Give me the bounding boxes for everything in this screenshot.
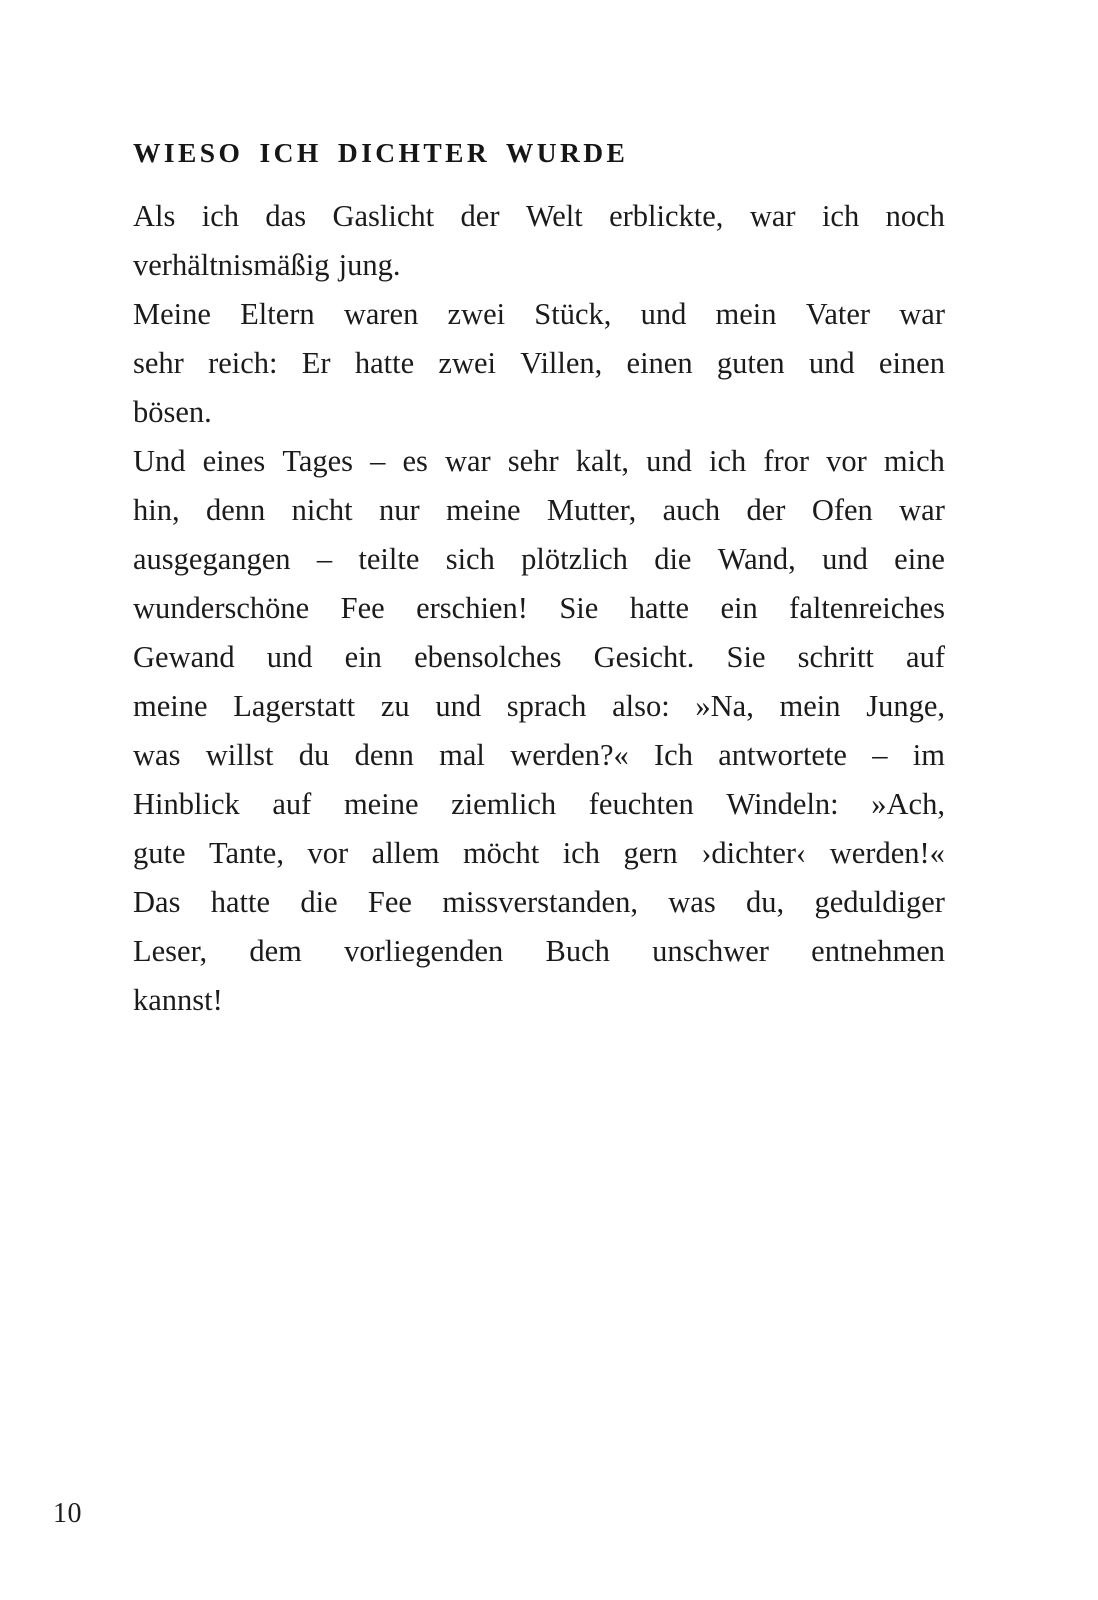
word: missverstanden, [442, 885, 638, 919]
word: Als [133, 199, 176, 233]
word: willst [205, 738, 274, 772]
word: eines [202, 444, 266, 478]
word: ziemlich [451, 787, 557, 821]
word: »Ach, [871, 787, 945, 821]
word: auf [906, 640, 945, 674]
word: was [668, 885, 716, 919]
word: erblickte, [609, 199, 724, 233]
text-line [133, 192, 945, 241]
word: waren [343, 297, 419, 331]
paragraph [133, 437, 945, 1025]
word: Eltern [240, 297, 315, 331]
text-line [133, 339, 945, 388]
word: Welt [525, 199, 583, 233]
word: Meine [133, 297, 211, 331]
word: vor [826, 444, 867, 478]
word: hatte [210, 885, 271, 919]
word: Gewand [133, 640, 235, 674]
word: Er [301, 346, 331, 380]
word: meine [133, 689, 208, 723]
word: mal [439, 738, 485, 772]
text-line [133, 976, 945, 1025]
word: vor [307, 836, 349, 870]
word: – [872, 738, 888, 772]
word: Wand, [717, 542, 796, 576]
word: ich [708, 444, 747, 478]
word: guten [716, 346, 785, 380]
word: denn [205, 493, 266, 527]
word: mich [883, 444, 945, 478]
word: dem [249, 934, 302, 968]
word: Gaslicht [332, 199, 435, 233]
page-number: 10 [53, 1498, 82, 1529]
word: Mutter, [546, 493, 637, 527]
paragraph [133, 290, 945, 437]
text-line [133, 927, 945, 976]
word: war [899, 297, 945, 331]
word: was [133, 738, 181, 772]
word: Und [133, 444, 186, 478]
word: auch [662, 493, 721, 527]
word: sehr [507, 444, 559, 478]
word: war [749, 199, 796, 233]
word: du [298, 738, 330, 772]
word: du, [746, 885, 785, 919]
word: und [646, 444, 692, 478]
word: ich [201, 199, 240, 233]
word: eine [894, 542, 945, 576]
word: der [460, 199, 500, 233]
word: das [265, 199, 307, 233]
text-line [133, 535, 945, 584]
word: noch [885, 199, 945, 233]
word: bösen. [133, 395, 212, 429]
word: war [444, 444, 491, 478]
word: Gesicht. [593, 640, 695, 674]
word: sehr [133, 346, 184, 380]
word: Stück, [534, 297, 612, 331]
word: geduldiger [814, 885, 945, 919]
word: und [435, 689, 482, 723]
word: vorliegenden [344, 934, 504, 968]
word: einen [626, 346, 693, 380]
word: und [266, 640, 313, 674]
text-line [133, 731, 945, 780]
text-line [133, 584, 945, 633]
word: ein [720, 591, 758, 625]
word: fror [763, 444, 810, 478]
word: möcht [462, 836, 540, 870]
word: und [808, 346, 855, 380]
word: sich [445, 542, 495, 576]
chapter-heading: WIESO ICH DICHTER WURDE [133, 137, 629, 169]
word: Ofen [811, 493, 873, 527]
word: wunderschöne [133, 591, 310, 625]
word: ›dichter‹ [701, 836, 807, 870]
word: entnehmen [811, 934, 945, 968]
paragraph [133, 192, 945, 290]
text-line [133, 290, 945, 339]
word: schritt [797, 640, 874, 674]
word: mein [715, 297, 777, 331]
word: Buch [545, 934, 610, 968]
word: teilte [358, 542, 420, 576]
word: ausgegangen [133, 542, 291, 576]
word: allem [371, 836, 440, 870]
text-line [133, 486, 945, 535]
word: faltenreiches [789, 591, 945, 625]
word: verhältnismäßig [133, 248, 330, 282]
body-text-column [133, 192, 945, 1025]
word: ein [344, 640, 382, 674]
word: Fee [340, 591, 385, 625]
word: ich [562, 836, 600, 870]
word: reich: [208, 346, 278, 380]
word: kannst! [133, 983, 223, 1017]
word: – [370, 444, 386, 478]
text-line [133, 437, 945, 486]
word: kalt, [575, 444, 630, 478]
word: meine [445, 493, 521, 527]
word: also: [612, 689, 670, 723]
word: Vater [805, 297, 871, 331]
word: antwortete [718, 738, 847, 772]
word: Tante, [209, 836, 284, 870]
word: nur [378, 493, 420, 527]
word: und [640, 297, 687, 331]
word: es [402, 444, 428, 478]
word: Sie [559, 591, 599, 625]
word: nicht [291, 493, 353, 527]
word: plötzlich [521, 542, 628, 576]
text-line [133, 682, 945, 731]
word: zwei [447, 297, 506, 331]
text-line [133, 241, 945, 290]
word: »Na, [695, 689, 754, 723]
word: sprach [506, 689, 587, 723]
word: gute [133, 836, 186, 870]
text-line [133, 829, 945, 878]
word: Windeln: [726, 787, 839, 821]
text-line [133, 388, 945, 437]
word: unschwer [652, 934, 769, 968]
word: Leser, [133, 934, 208, 968]
text-line [133, 633, 945, 682]
word: ebensolches [414, 640, 562, 674]
word: war [899, 493, 945, 527]
word: jung. [338, 248, 401, 282]
word: werden!« [829, 836, 945, 870]
word: – [316, 542, 333, 576]
word: werden?« [510, 738, 629, 772]
word: die [300, 885, 338, 919]
text-line [133, 780, 945, 829]
word: auf [272, 787, 312, 821]
word: hatte [354, 346, 415, 380]
word: Ich [654, 738, 693, 772]
word: Villen, [520, 346, 603, 380]
word: ich [821, 199, 860, 233]
word: Lagerstatt [233, 689, 356, 723]
word: meine [343, 787, 419, 821]
word: zwei [438, 346, 496, 380]
word: hatte [629, 591, 690, 625]
word: Das [133, 885, 181, 919]
word: gern [623, 836, 678, 870]
word: im [912, 738, 945, 772]
word: erschien! [416, 591, 528, 625]
word: einen [878, 346, 945, 380]
word: Tages [282, 444, 354, 478]
word: Junge, [866, 689, 945, 723]
word: mein [779, 689, 841, 723]
word: feuchten [588, 787, 694, 821]
text-line [133, 878, 945, 927]
word: Fee [367, 885, 412, 919]
word: hin, [133, 493, 180, 527]
word: Sie [726, 640, 766, 674]
word: die [654, 542, 692, 576]
word: Hinblick [133, 787, 240, 821]
word: und [822, 542, 868, 576]
word: denn [354, 738, 414, 772]
word: der [746, 493, 786, 527]
word: zu [380, 689, 410, 723]
